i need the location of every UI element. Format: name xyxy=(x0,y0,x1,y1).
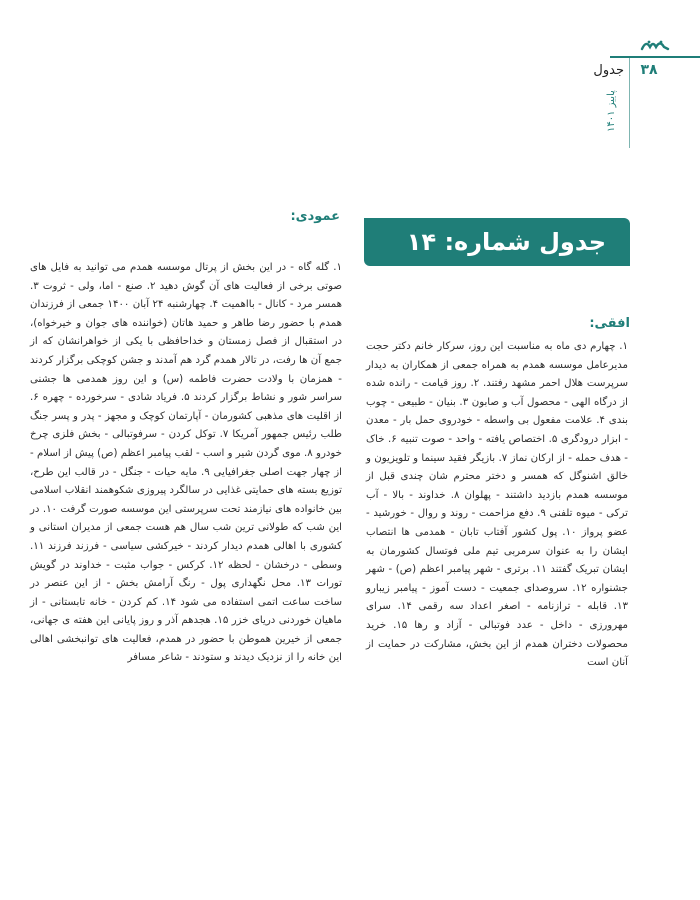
header-divider xyxy=(629,58,630,148)
logo-mark-icon xyxy=(640,38,670,52)
across-heading: افقی: xyxy=(589,316,630,331)
page-number: ۳۸ xyxy=(640,62,658,78)
issue-label: پاییز ۱۴۰۱ xyxy=(606,90,617,132)
banner-title: جدول شماره: ۱۴ xyxy=(406,228,606,256)
down-clues: ۱. گله گاه - در این بخش از پرتال موسسه همدم می توانید به فایل های صوتی برخی از فعالیت های آن گوش دهید ۲. صنع - اما، ولی - ثروت ۳. همسر مرد - کانال - بااهمیت ۴. چهارشنبه ۲۴ آبان ۱۴۰۰ جمعی از فرزندان همدم با حضور رضا طاهر و حمید هاتان (خواننده های جوان و خیرخواه)، در استقبال از فصل زمستان و خداحافظی با یکی از خواهرانشان که از جمع آن ها رفت، در تالار همدم گرد هم آمدند و جشن کوچکی برگزار کردند - همزمان با ولادت حضرت فاطمه (س) و این روز همدمی ها جشنی سراسر شور و نشاط برگزار کردند ۵. فریاد شادی - سرخورده - چهره ۶. از اقلیت های مذهبی کشورمان - آپارتمان کوچک و مجهز - پدر و پسر جنگ طلب رئیس جمهور آمریکا ۷. توکل کردن - سرفوتبالی - بخش فلزی چرخ خودرو ۸. موی گردن شیر و اسب - لقب پیامبر اعظم (ص) پیش از اسلام - از چهار جهت اصلی جغرافیایی ۹. مایه حیات - جنگل - در قالب این طرح، توزیع بسته های حمایتی غذایی در سالگرد پیروزی شکوهمند انقلاب اسلامی بین خانواده های نیازمند تحت سرپرستی این موسسه صورت گرفت ۱۰. در این شب که طولانی ترین شب سال هم هست جمعی از مدیران استانی و کشوری با اهالی همدم دیدار کردند - خیرکشی سیاسی - فرزند فرزند ۱۱. وسطی - درخشان - لحظه ۱۲. کرکس - جواب مثبت - خداوند در گویش تورات ۱۳. محل نگهداری پول - رنگ آرامش بخش - از این عنصر در ساخت ساعت اتمی استفاده می شود ۱۴. کم کردن - خانه تابستانی - از ماهیان خوردنی دریای خزر ۱۵. هجدهم آذر و روز پایانی این هفته ی جهانی، جمعی از خیرین هموطن با حضور در همدم، فعالیت های توانبخشی اهالی این خانه را از نزدیک دیدند و ستودند - شاعر مسافر xyxy=(30,262,343,664)
header-rule xyxy=(610,56,700,58)
section-title: جدول xyxy=(593,63,624,78)
title-banner xyxy=(364,218,630,266)
down-heading: عمودی: xyxy=(290,209,340,224)
across-clues: ۱. چهارم دی ماه به مناسبت این روز، سرکار خانم دکتر حجت مدیرعامل موسسه همدم به همراه جمعی از همکاران به دیدار سرپرست هلال احمر مشهد رفتند. ۲. روز قیامت - رانده شده از درگاه الهی - محصول آب و صابون ۳. بنیان - طبیعی - چوب بندی ۴. علامت مفعول بی واسطه - خودروی حمل بار - معدن - ابزار درودگری ۵. اختصاص یافته - واحد - صوت تنبیه ۶. خاک - هدف حمله - از ارکان نماز ۷. بازیگر فقید سینما و تلویزیون و خالق اشنوگل که همسر و دختر محترم شان چندی قبل از موسسه همدم بازدید داشتند - پهلوان ۸. خداوند - بالا - آب ترکی - میوه تلفنی ۹. دفع مزاحمت - روند و روال - خورشید - عضو پرواز ۱۰. پول کشور آفتاب تابان - همدمی ها انتصاب ایشان را به عنوان سرمربی تیم ملی فوتسال کشورمان به ایشان تبریک گفتند ۱۱. برتری - شهر پیامبر اعظم (ص) - شهر جشنواره ۱۲. سروصدای جمعیت - دست آموز - پیامبر زیبارو ۱۳. قابله - ترازنامه - اصغر اعداد سه رقمی ۱۴. سرای مهرورزی - داخل - عدد فوتبالی - آزاد و رها ۱۵. خرید محصولات دختران همدم از این بخش، مشارکت در حمایت از آنان است xyxy=(366,341,629,669)
